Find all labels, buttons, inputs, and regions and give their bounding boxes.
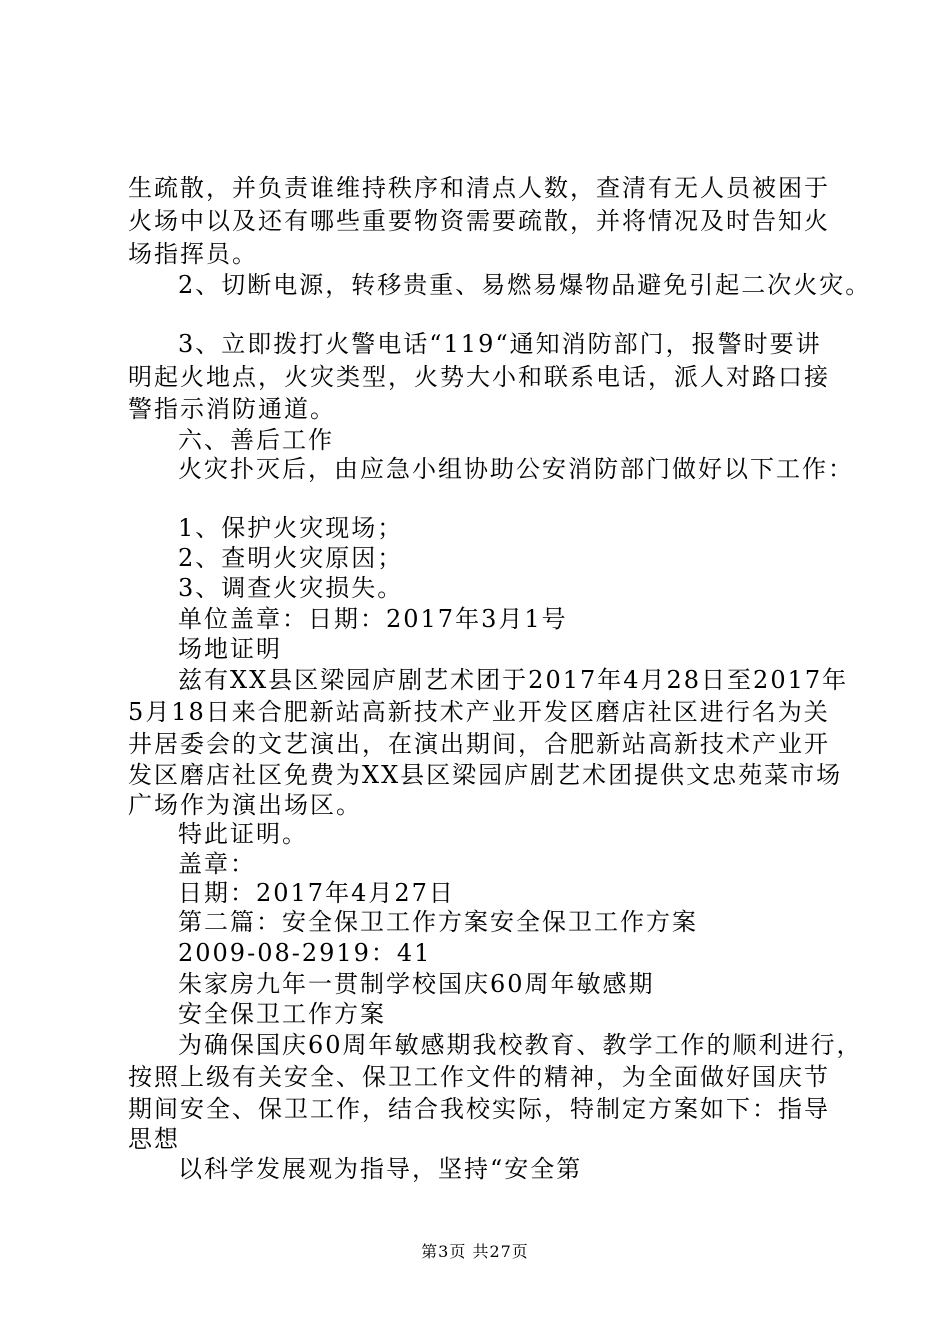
text-line: 广场作为演出场区。 xyxy=(128,791,362,819)
list-item: 3、调查火灾损失。 xyxy=(178,574,404,602)
list-item: 2、查明火灾原因； xyxy=(178,544,404,572)
text-line: 特此证明。 xyxy=(178,820,308,848)
text-line: 日期：2017年4月27日 xyxy=(178,879,455,907)
page-footer: 第3页 共27页 xyxy=(421,1242,529,1261)
text-line: 警指示消防通道。 xyxy=(128,395,336,423)
list-item: 1、保护火灾现场； xyxy=(178,514,404,542)
section-heading: 六、善后工作 xyxy=(178,426,334,454)
text-line: 盖章： xyxy=(178,850,256,878)
text-line: 5月18日来合肥新站高新技术产业开发区磨店社区进行名为关 xyxy=(128,698,830,726)
text-line: 井居委会的文艺演出，在演出期间，合肥新站高新技术产业开 xyxy=(128,730,830,758)
text-line: 期间安全、保卫工作，结合我校实际，特制定方案如下：指导 xyxy=(128,1095,830,1123)
text-line: 朱家房九年一贯制学校国庆60周年敏感期 xyxy=(178,970,655,998)
text-line: 兹有XX县区梁园庐剧艺术团于2017年4月28日至2017年 xyxy=(178,666,849,694)
text-line: 单位盖章：日期：2017年3月1号 xyxy=(178,605,568,633)
section-heading: 第二篇：安全保卫工作方案安全保卫工作方案 xyxy=(178,908,698,936)
text-line: 火场中以及还有哪些重要物资需要疏散，并将情况及时告知火 xyxy=(128,207,830,235)
timestamp-line: 2009-08-2919：41 xyxy=(178,939,432,967)
text-line: 按照上级有关安全、保卫工作文件的精神，为全面做好国庆节 xyxy=(128,1063,830,1091)
text-line: 为确保国庆60周年敏感期我校教育、教学工作的顺利进行， xyxy=(178,1031,863,1059)
text-line: 发区磨店社区免费为XX县区梁园庐剧艺术团提供文忠苑菜市场 xyxy=(128,761,843,789)
text-line: 2、切断电源，转移贵重、易燃易爆物品避免引起二次火灾。 xyxy=(178,271,872,299)
text-line: 火灾扑灭后，由应急小组协助公安消防部门做好以下工作： xyxy=(178,455,854,483)
text-line: 明起火地点，火灾类型，火势大小和联系电话，派人对路口接 xyxy=(128,363,830,391)
text-line: 场指挥员。 xyxy=(128,240,258,268)
text-line: 以科学发展观为指导，坚持“安全第 xyxy=(178,1155,583,1183)
text-line: 思想 xyxy=(128,1125,180,1153)
text-line: 3、立即拨打火警电话“119“通知消防部门，报警时要讲 xyxy=(178,330,822,358)
text-line: 安全保卫工作方案 xyxy=(178,1000,386,1028)
section-heading: 场地证明 xyxy=(178,635,282,663)
text-line: 生疏散，并负责谁维持秩序和清点人数，查清有无人员被困于 xyxy=(128,174,830,202)
